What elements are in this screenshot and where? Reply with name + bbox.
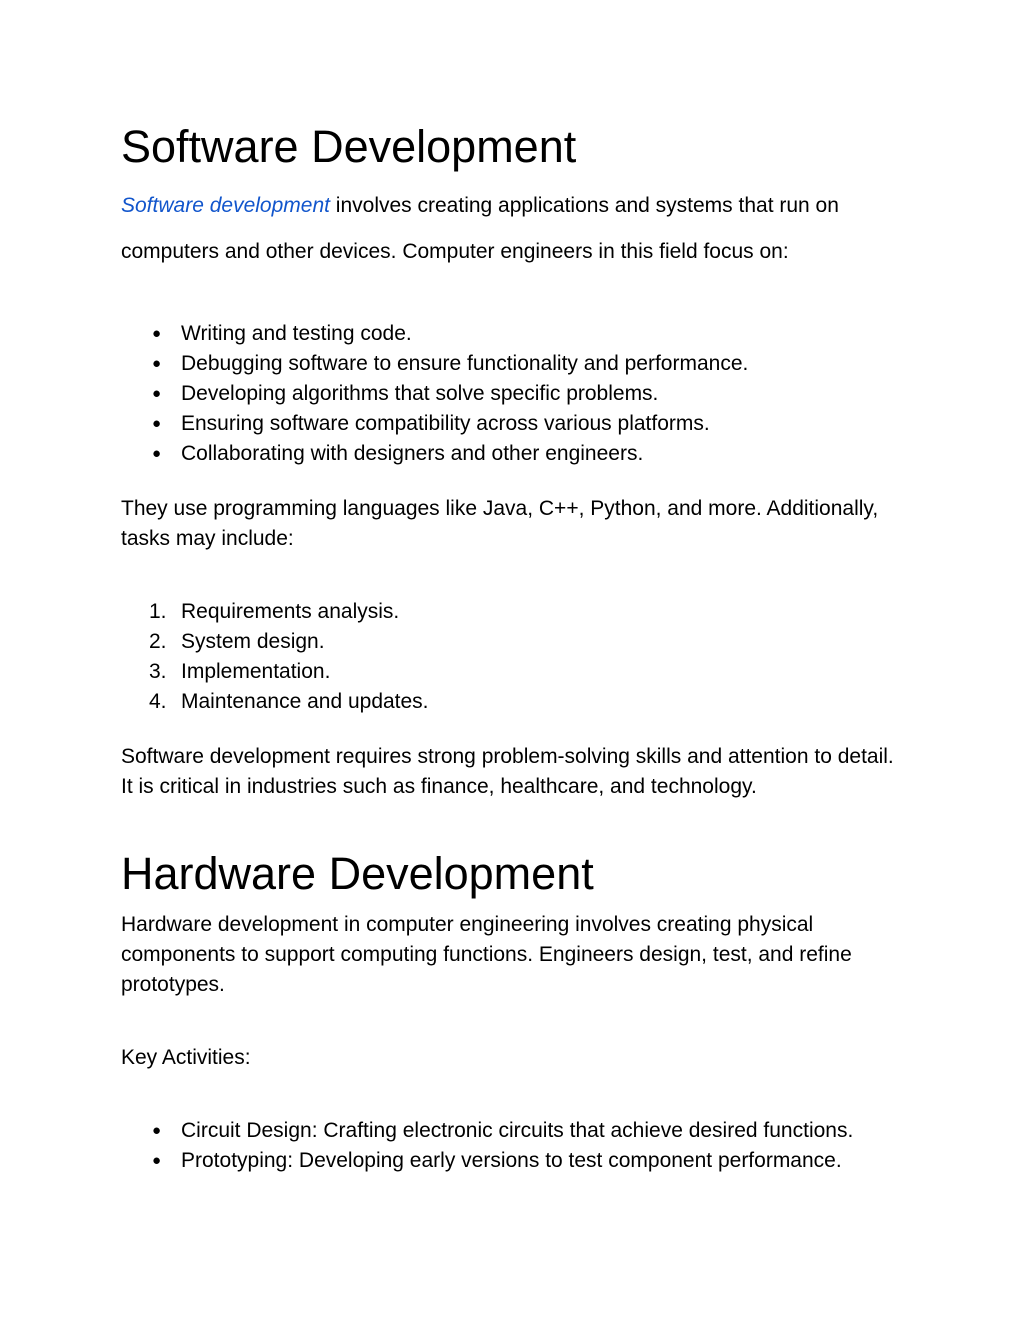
list-item <box>121 657 911 687</box>
number-marker: 1. <box>149 600 167 623</box>
list-item-text: Maintenance and updates. <box>181 690 429 713</box>
list-item <box>121 627 911 657</box>
list-item-text: Writing and testing code. <box>181 322 412 345</box>
list-item <box>121 409 911 439</box>
list-item-text: Collaborating with designers and other engineers. <box>181 442 644 465</box>
list-item <box>121 349 911 379</box>
bullet-marker: ● <box>152 325 162 342</box>
list-item-text: Circuit Design: Crafting electronic circuits that achieve desired functions. <box>181 1119 854 1142</box>
list-item-text: System design. <box>181 630 325 653</box>
software-intro-text: involves creating applications and systems that run on computers and other devices. Computer engineers in this field focus on: <box>121 194 839 263</box>
key-activities-label: Key Activities: <box>121 1046 251 1069</box>
list-item-text: Debugging software to ensure functionality and performance. <box>181 352 749 375</box>
bullet-marker: ● <box>152 355 162 372</box>
list-item <box>121 439 911 469</box>
number-marker: 2. <box>149 630 167 653</box>
list-item-text: Prototyping: Developing early versions to test component performance. <box>181 1149 842 1172</box>
list-item <box>121 597 911 627</box>
bullet-marker: ● <box>152 445 162 462</box>
number-marker: 4. <box>149 690 167 713</box>
list-item <box>121 687 911 717</box>
list-item <box>121 1146 911 1176</box>
bullet-marker: ● <box>152 1122 162 1139</box>
software-tasks-list <box>121 597 911 717</box>
hardware-activities-list <box>121 1116 911 1176</box>
list-item-text: Ensuring software compatibility across various platforms. <box>181 412 710 435</box>
list-item-text: Requirements analysis. <box>181 600 400 623</box>
number-marker: 3. <box>149 660 167 683</box>
list-item <box>121 319 911 349</box>
list-item <box>121 1116 911 1146</box>
hardware-intro-paragraph: Hardware development in computer engineering involves creating physical components to support computing functions. Engineers design, test, and refine prototypes. <box>121 913 852 996</box>
software-focus-list <box>121 319 911 469</box>
section-heading-software: Software Development <box>121 121 577 172</box>
software-intro-paragraph <box>121 183 911 275</box>
bullet-marker: ● <box>152 415 162 432</box>
skills-paragraph: Software development requires strong problem-solving skills and attention to detail. It is critical in industries such as finance, healthcare, and technology. <box>121 745 894 798</box>
bullet-marker: ● <box>152 1152 162 1169</box>
bullet-marker: ● <box>152 385 162 402</box>
software-development-link[interactable]: Software development <box>121 194 330 217</box>
section-heading-hardware: Hardware Development <box>121 848 594 899</box>
list-item-text: Implementation. <box>181 660 331 683</box>
languages-paragraph: They use programming languages like Java, C++, Python, and more. Additionally, tasks may include: <box>121 497 879 550</box>
list-item-text: Developing algorithms that solve specific problems. <box>181 382 659 405</box>
list-item <box>121 379 911 409</box>
